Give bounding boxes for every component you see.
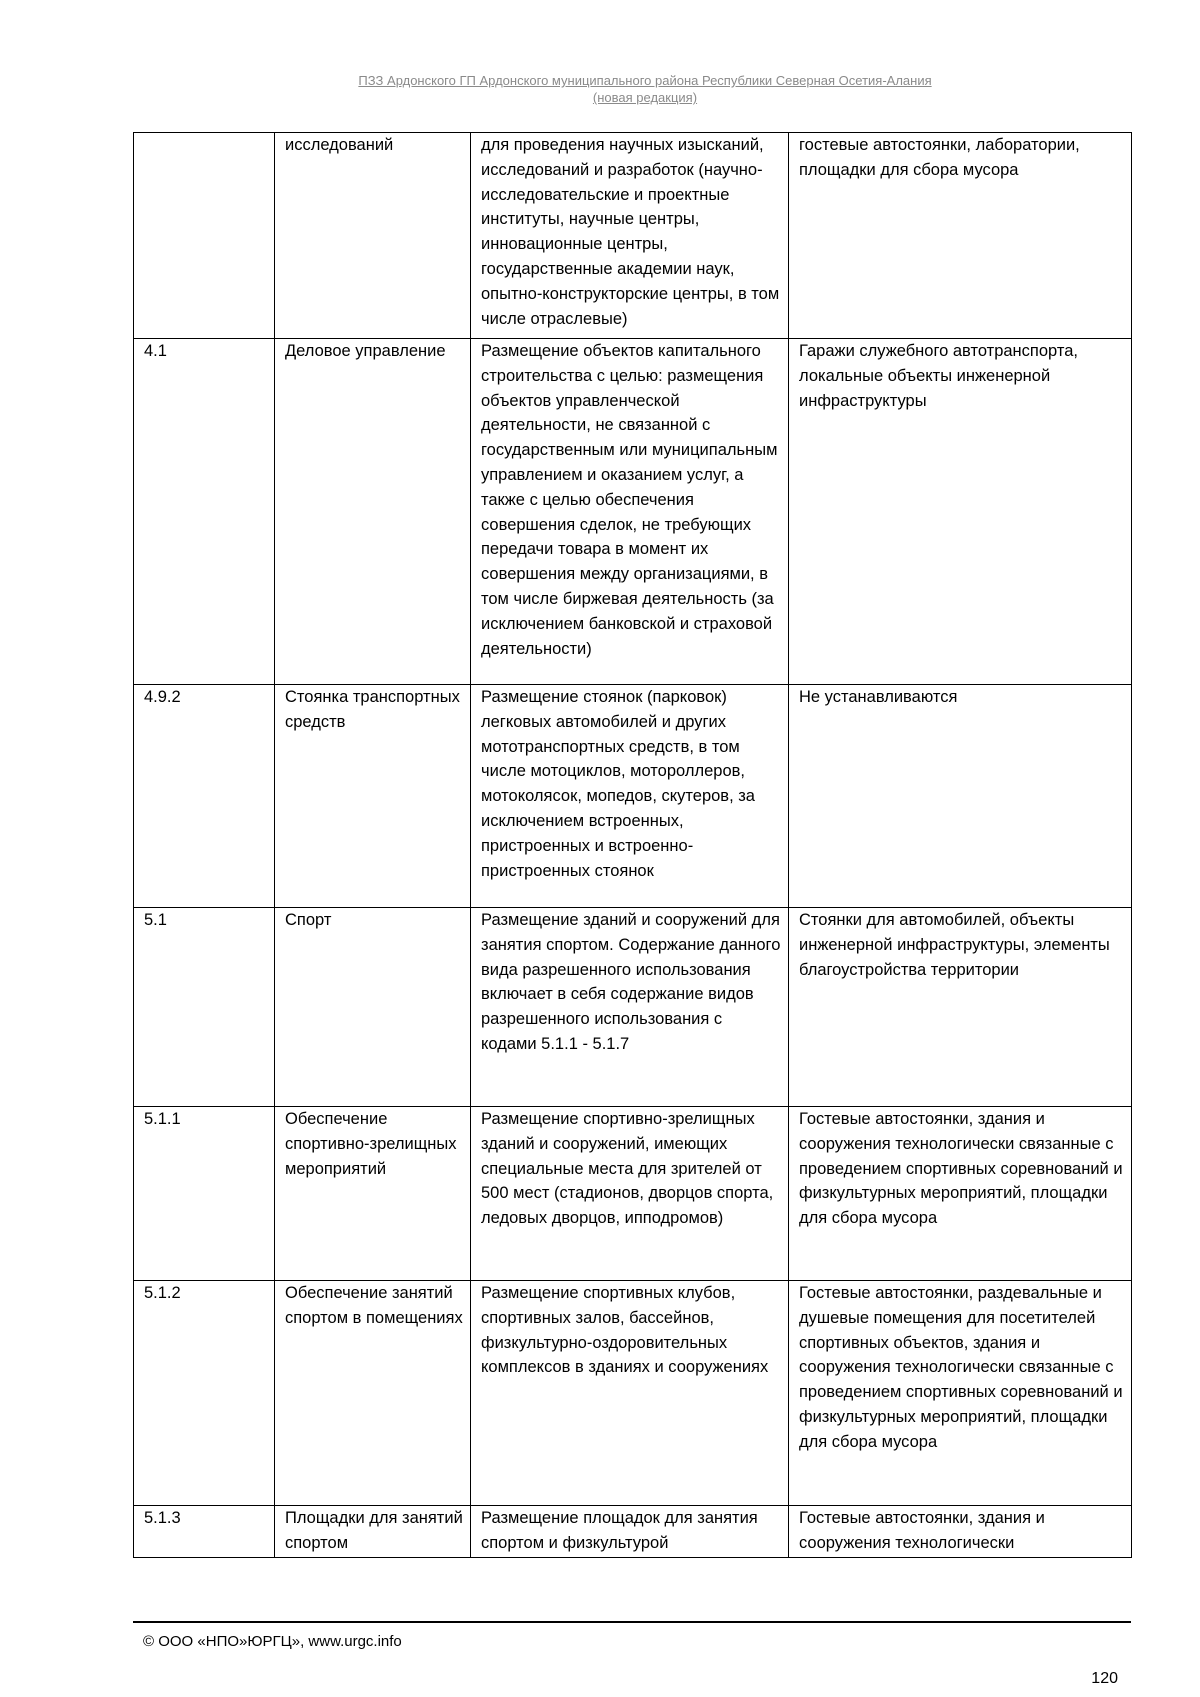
table-row [134, 1506, 1132, 1558]
use-name-cell: Деловое управление [275, 339, 471, 685]
auxiliary-cell: Гостевые автостоянки, здания и сооружения технологически связанные с проведением спортивных соревнований и физкультурных мероприятий, площадки для сбора мусора [789, 1107, 1132, 1281]
description-cell: Размещение стоянок (парковок) легковых автомобилей и других мототранспортных средств, в том числе мотоциклов, мотороллеров, мотоколясок, мопедов, скутеров, за исключением встроенных, пристроенных и встроенно-пристроенных стоянок [471, 685, 789, 908]
use-name-cell: Стоянка транспортных средств [275, 685, 471, 908]
use-name-cell: Спорт [275, 908, 471, 1107]
land-use-table [133, 132, 1132, 1558]
running-header [0, 72, 1200, 106]
page-number: 120 [1091, 1670, 1118, 1687]
auxiliary-cell: гостевые автостоянки, лаборатории, площадки для сбора мусора [789, 133, 1132, 339]
code-cell: 4.1 [134, 339, 275, 685]
description-cell: Размещение зданий и сооружений для занятия спортом. Содержание данного вида разрешенного использования включает в себя содержание видов разрешенного использования с кодами 5.1.1 - 5.1.7 [471, 908, 789, 1107]
auxiliary-cell: Гаражи служебного автотранспорта, локальные объекты инженерной инфраструктуры [789, 339, 1132, 685]
table-row [134, 339, 1132, 685]
code-cell: 5.1.1 [134, 1107, 275, 1281]
footer-divider [133, 1621, 1131, 1623]
code-cell: 5.1 [134, 908, 275, 1107]
use-name-cell: Обеспечение занятий спортом в помещениях [275, 1281, 471, 1506]
description-cell: Размещение объектов капитального строительства с целью: размещения объектов управленческой деятельности, не связанной с государственным или муниципальным управлением и оказанием услуг, а также с целью обеспечения совершения сделок, не требующих передачи товара в момент их совершения между организациями, в том числе биржевая деятельность (за исключением банковской и страховой деятельности) [471, 339, 789, 685]
description-cell: Размещение спортивных клубов, спортивных залов, бассейнов, физкультурно-оздоровительных комплексов в зданиях и сооружениях [471, 1281, 789, 1506]
description-cell: для проведения научных изысканий, исследований и разработок (научно-исследовательские и проектные институты, научные центры, инновационные центры, государственные академии наук, опытно-конструкторские центры, в том числе отраслевые) [471, 133, 789, 339]
code-cell: 4.9.2 [134, 685, 275, 908]
code-cell: 5.1.3 [134, 1506, 275, 1558]
running-header-subtitle: (новая редакция) [592, 90, 698, 105]
footer-copyright: © ООО «НПО»ЮРГЦ», www.urgc.info [143, 1633, 402, 1650]
auxiliary-cell: Не устанавливаются [789, 685, 1132, 908]
code-cell [134, 133, 275, 339]
description-cell: Размещение спортивно-зрелищных зданий и сооружений, имеющих специальные места для зрителей от 500 мест (стадионов, дворцов спорта, ледовых дворцов, ипподромов) [471, 1107, 789, 1281]
auxiliary-cell: Гостевые автостоянки, здания и сооружения технологически [789, 1506, 1132, 1558]
table-row [134, 1281, 1132, 1506]
auxiliary-cell: Гостевые автостоянки, раздевальные и душевые помещения для посетителей спортивных объектов, здания и сооружения технологически связанные с проведением спортивных соревнований и физкультурных мероприятий, площадки для сбора мусора [789, 1281, 1132, 1506]
table-row [134, 1107, 1132, 1281]
use-name-cell: Обеспечение спортивно-зрелищных мероприятий [275, 1107, 471, 1281]
auxiliary-cell: Стоянки для автомобилей, объекты инженерной инфраструктуры, элементы благоустройства территории [789, 908, 1132, 1107]
table-row [134, 685, 1132, 908]
description-cell: Размещение площадок для занятия спортом и физкультурой [471, 1506, 789, 1558]
use-name-cell: исследований [275, 133, 471, 339]
use-name-cell: Площадки для занятий спортом [275, 1506, 471, 1558]
code-cell: 5.1.2 [134, 1281, 275, 1506]
table-row [134, 908, 1132, 1107]
table-row [134, 133, 1132, 339]
running-header-title: ПЗЗ Ардонского ГП Ардонского муниципального района Республики Северная Осетия-Алания [358, 73, 932, 88]
